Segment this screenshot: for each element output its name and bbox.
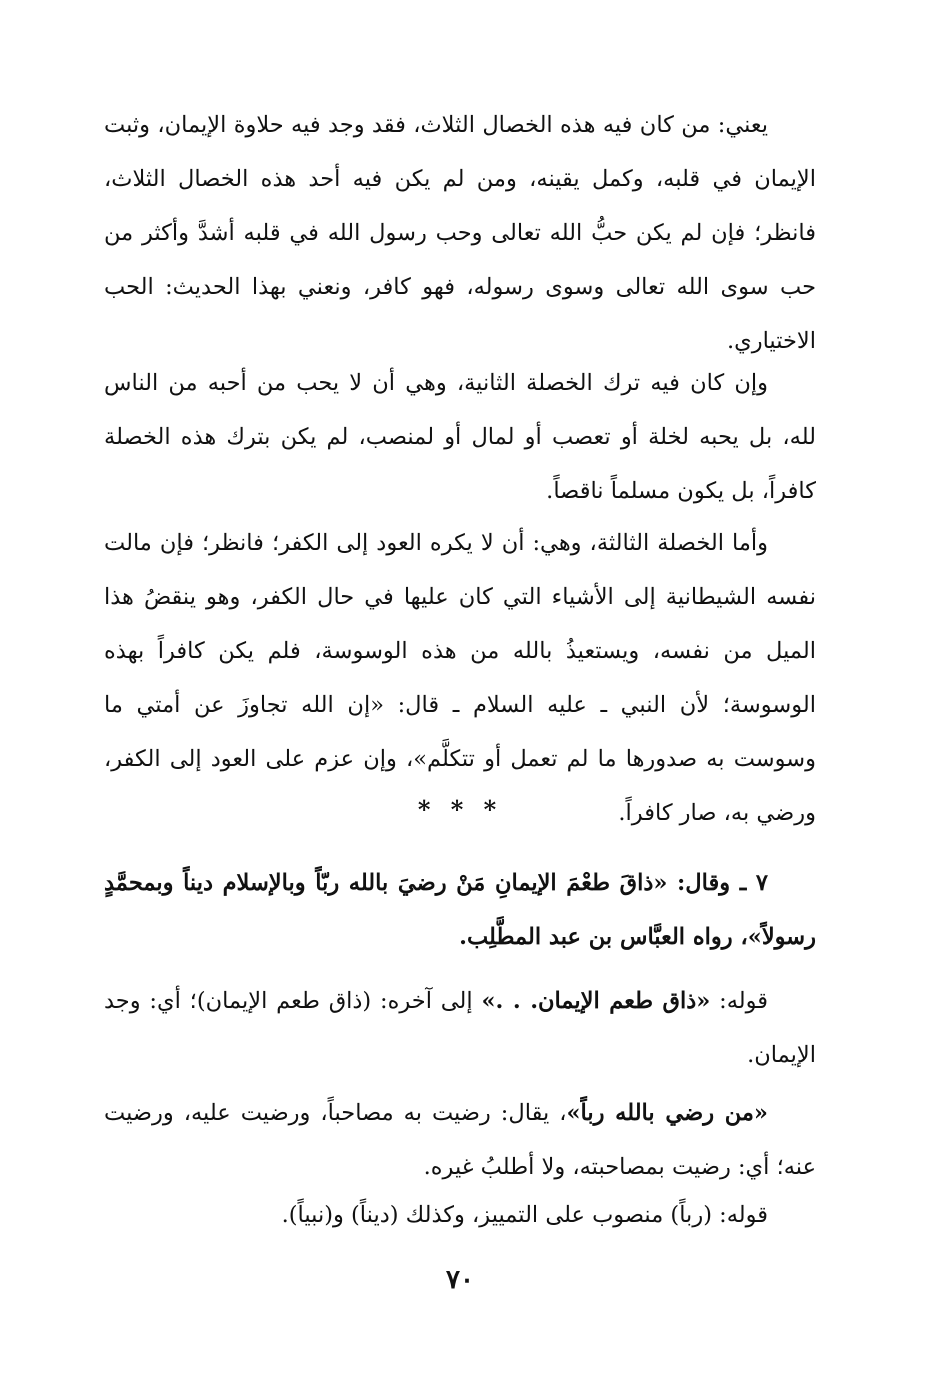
paragraph-second-trait: وإن كان فيه ترك الخصلة الثانية، وهي أن لا يحب من أحبه من الناس لله، بل يحبه لخلة أو تعصب أو لمال أو لمنصب، لم يكن بترك هذه الخصلة كافراً، بل يكون مسلماً ناقصاً. [104,370,816,504]
p8-quote: «ذاق طعم الإيمان. . .» [481,988,711,1014]
paragraph-third-trait: وأما الخصلة الثالثة، وهي: أن لا يكره العود إلى الكفر؛ فانظر؛ فإن مالت نفسه الشيطانية إلى الأشياء التي كان عليها في حال الكفر، وهو ينقضُ هذا الميل من نفسه، ويستعيذُ بالله من هذه الوسوسة، فلم يكن كافراً بهذه الوسوسة؛ لأن النبي ـ عليه السلام ـ قال: «إن الله تجاوزَ عن أمتي ما وسوست به صدورها ما لم تعمل أو تتكلَّم»، وإن عزم على العود إلى الكفر، ورضي به، صار كافراً. [104,530,816,826]
paragraph-taste-of-faith [104,974,816,1082]
paragraph-grammar-note: قوله: (رباً) منصوب على التمييز، وكذلك (ديناً) و(نبياً). [281,1202,768,1228]
paragraph-pleased-with-allah [104,1086,816,1194]
p9-quote: «من رضي بالله رباً» [566,1100,768,1126]
hadith-seven: ٧ ـ وقال: «ذاقَ طعْمَ الإيمانِ مَنْ رضيَ بالله ربّاً وبالإسلام ديناً وبمحمَّدٍ رسولاً»، رواه العبَّاس بن عبد المطَّلِب. [104,870,816,950]
book-page [104,98,816,1348]
p9-rest: ، يقال: رضيت به مصاحباً، ورضيت عليه، ورضيت عنه؛ أي: رضيت بمصاحبته، ولا أطلبُ غيره. [104,1100,816,1180]
p8-rest: إلى آخره: (ذاق طعم الإيمان)؛ أي: وجد الإيمان. [104,988,816,1068]
section-separator: * * * [417,795,503,824]
paragraph-explanation-three-traits: يعني: من كان فيه هذه الخصال الثلاث، فقد وجد فيه حلاوة الإيمان، وثبت الإيمان في قلبه، وكمل يقينه، ومن لم يكن فيه أحد هذه الخصال الثلاث، فانظر؛ فإن لم يكن حبُّ الله تعالى وحب رسول الله في قلبه أشدَّ وأكثر من حب سوى الله تعالى وسوى رسوله، فهو كافر، ونعني بهذا الحديث: الحب الاختياري. [104,112,816,354]
page-number: ٧٠ [446,1265,474,1295]
p8-lead: قوله: [710,988,768,1014]
